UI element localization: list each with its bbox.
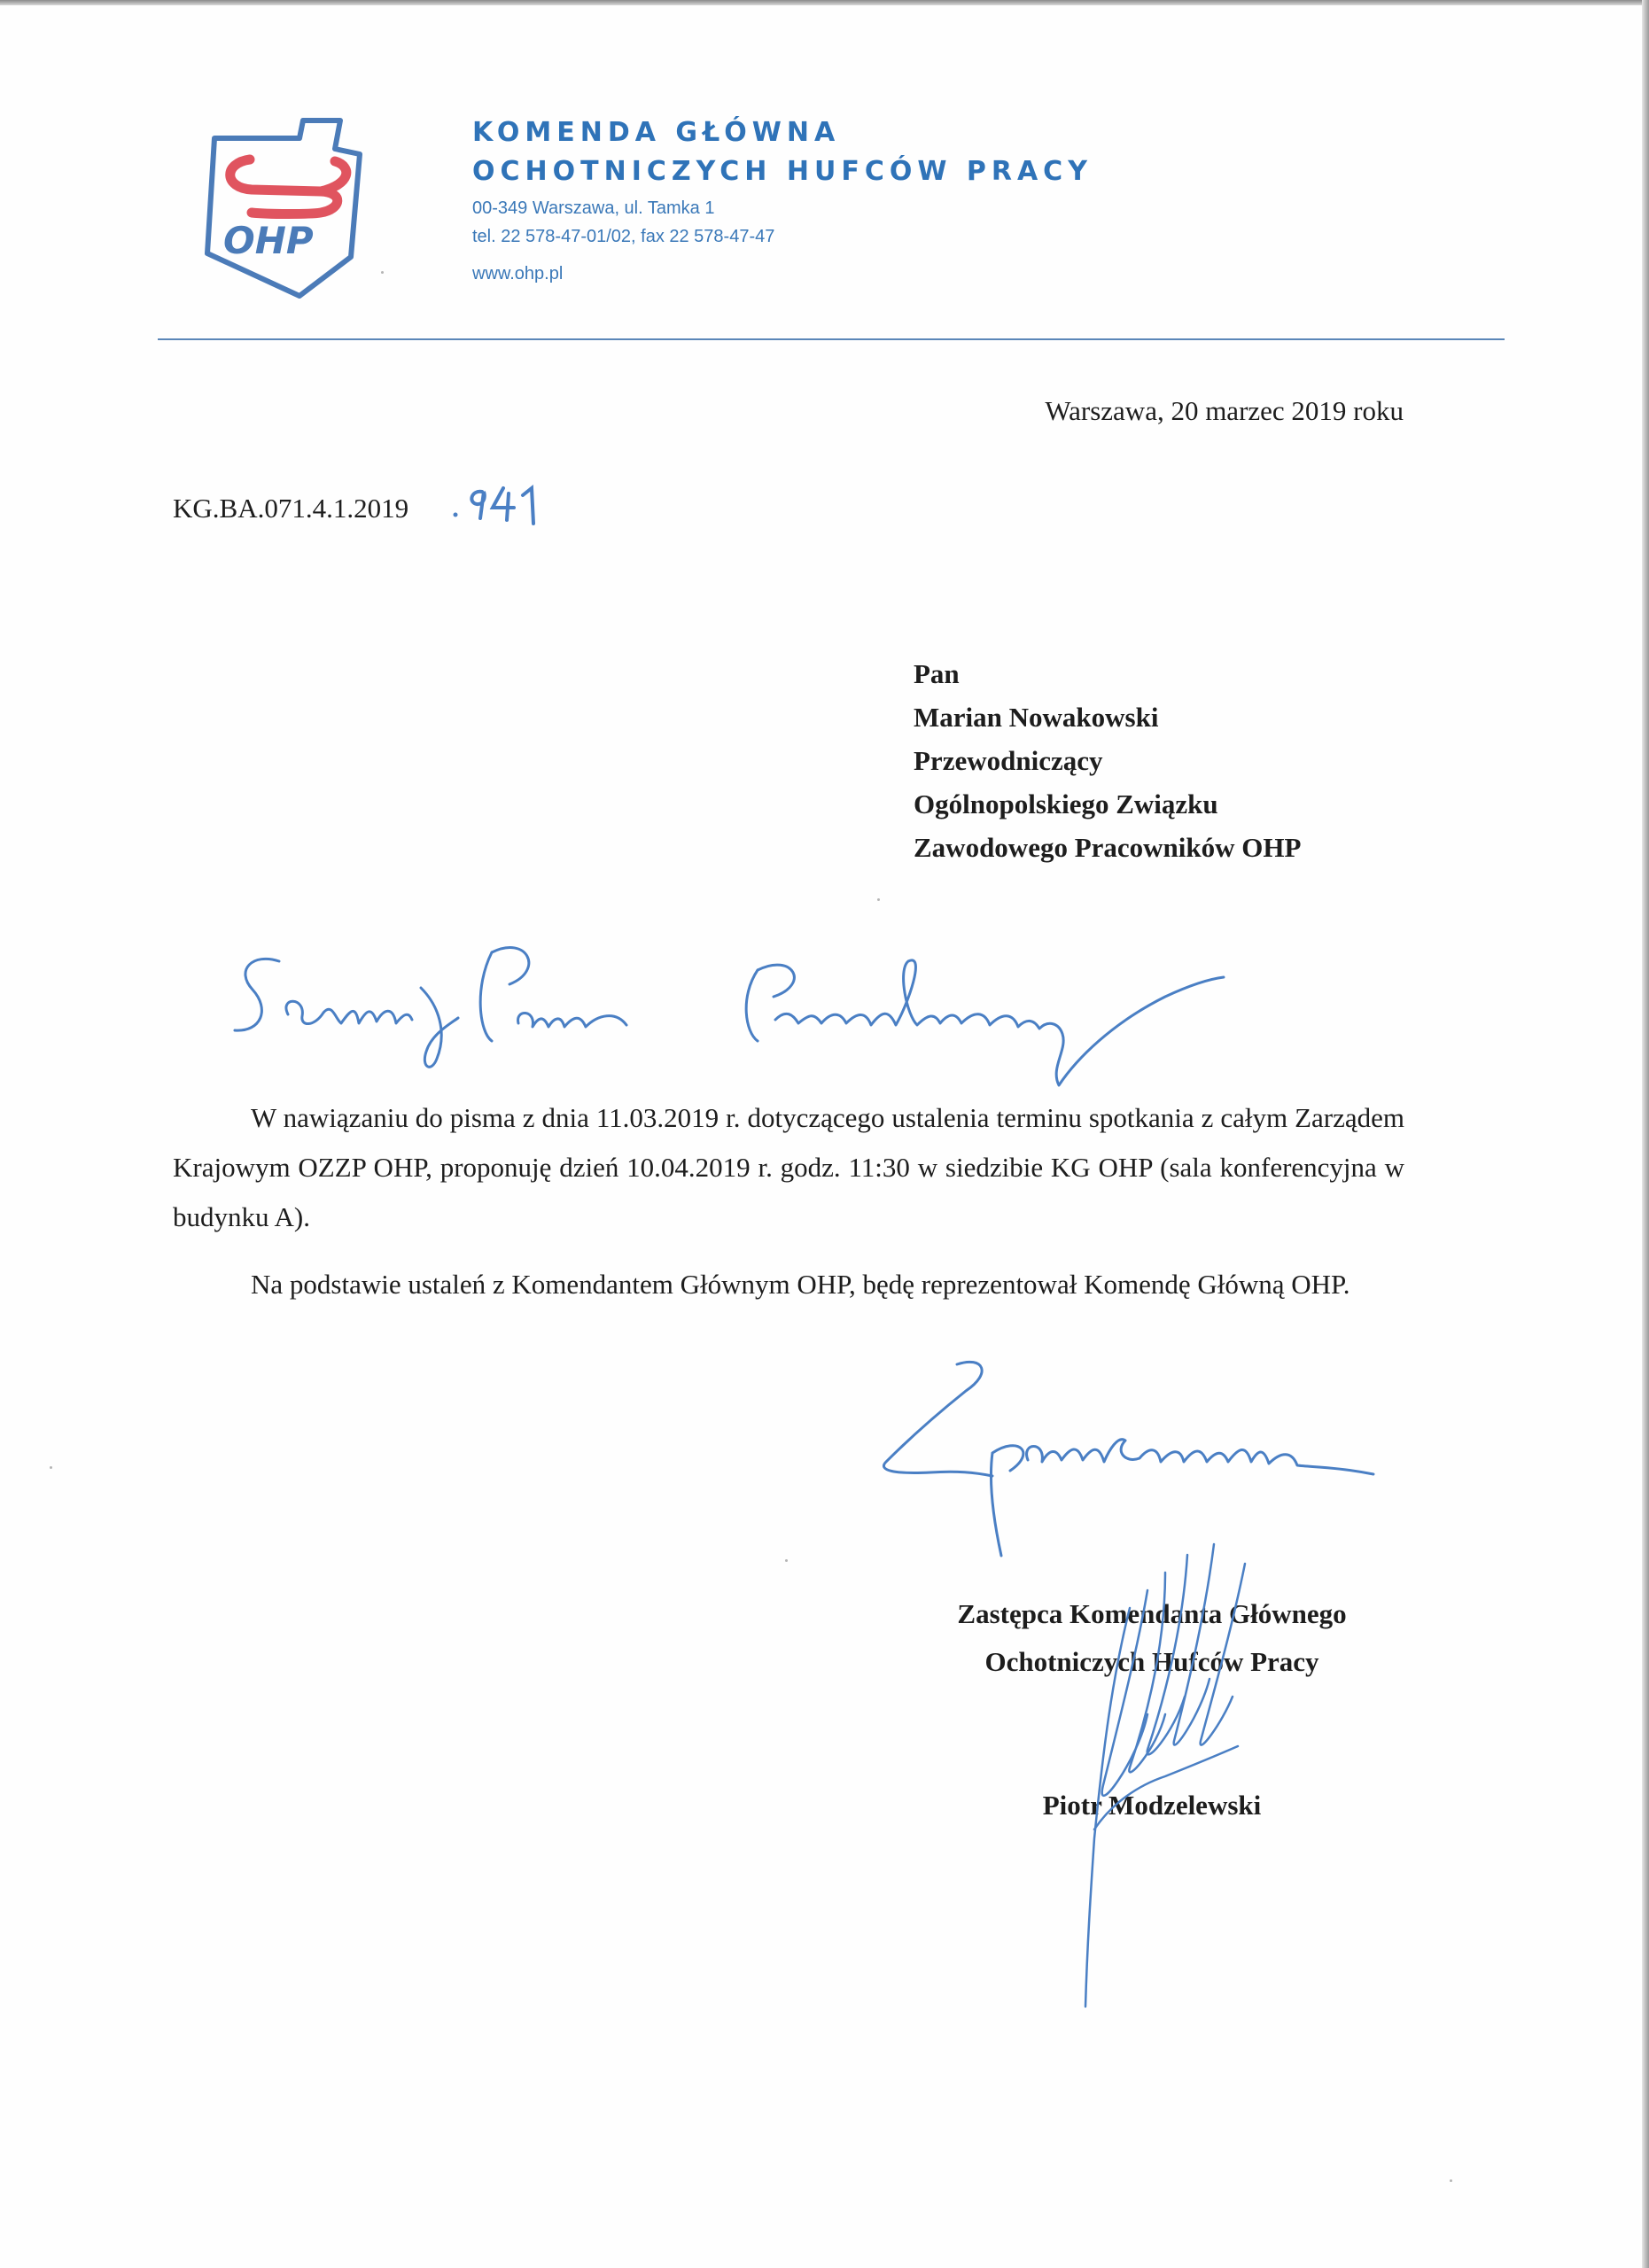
ohp-logo-icon	[188, 108, 381, 301]
signatory-title-line2: Ochotniczych Hufców Pracy	[984, 1646, 1319, 1677]
letter-body	[173, 1093, 1404, 1327]
recipient-line: Marian Nowakowski	[914, 702, 1159, 733]
signatory-name: Piotr Modzelewski	[1042, 1790, 1262, 1821]
recipient-line: Pan	[914, 658, 960, 689]
logo-text: OHP	[223, 219, 314, 262]
handwritten-salutation	[226, 935, 1227, 1094]
scan-speck	[877, 898, 880, 901]
recipient-block	[914, 652, 1301, 869]
scan-speck	[1450, 2179, 1452, 2182]
org-address: 00-349 Warszawa, ul. Tamka 1	[472, 198, 715, 218]
body-paragraph: W nawiązaniu do pisma z dnia 11.03.2019 r. dotyczącego ustalenia terminu spotkania z całym Zarządem Krajowym OZZP OHP, proponuję dzień 10.04.2019 r. godz. 11:30 w siedzibie KG OHP (sala konferencyjna w budynku A).	[173, 1102, 1404, 1232]
scan-edge-right	[1642, 0, 1649, 2268]
reference-handwritten-number	[448, 483, 553, 527]
org-phone-fax: tel. 22 578-47-01/02, fax 22 578-47-47	[472, 227, 775, 246]
recipient-line: Zawodowego Pracowników OHP	[914, 832, 1302, 863]
org-website: www.ohp.pl	[472, 264, 564, 284]
org-name-line1: KOMENDA GŁÓWNA	[472, 117, 841, 148]
scan-speck	[50, 1466, 52, 1469]
org-name-line2: OCHOTNICZYCH HUFCÓW PRACY	[472, 156, 1093, 187]
recipient-line: Przewodniczący	[914, 745, 1103, 776]
body-paragraph: Na podstawie ustaleń z Komendantem Głównym OHP, będę reprezentował Komendę Główną OHP.	[251, 1269, 1350, 1300]
scan-speck	[381, 271, 384, 274]
header-divider	[158, 338, 1505, 340]
scan-speck	[785, 1559, 788, 1562]
scan-edge-top	[0, 0, 1649, 5]
reference-number	[173, 493, 408, 524]
reference-number-text: KG.BA.071.4.1.2019	[173, 493, 409, 524]
signatory-title-line1: Zastępca Komendanta Głównego	[957, 1598, 1347, 1629]
handwritten-signature	[1032, 1537, 1272, 2016]
recipient-line: Ogólnopolskiego Związku	[914, 788, 1218, 819]
place-date: Warszawa, 20 marzec 2019 roku	[1045, 395, 1404, 426]
handwritten-closing	[860, 1355, 1409, 1559]
